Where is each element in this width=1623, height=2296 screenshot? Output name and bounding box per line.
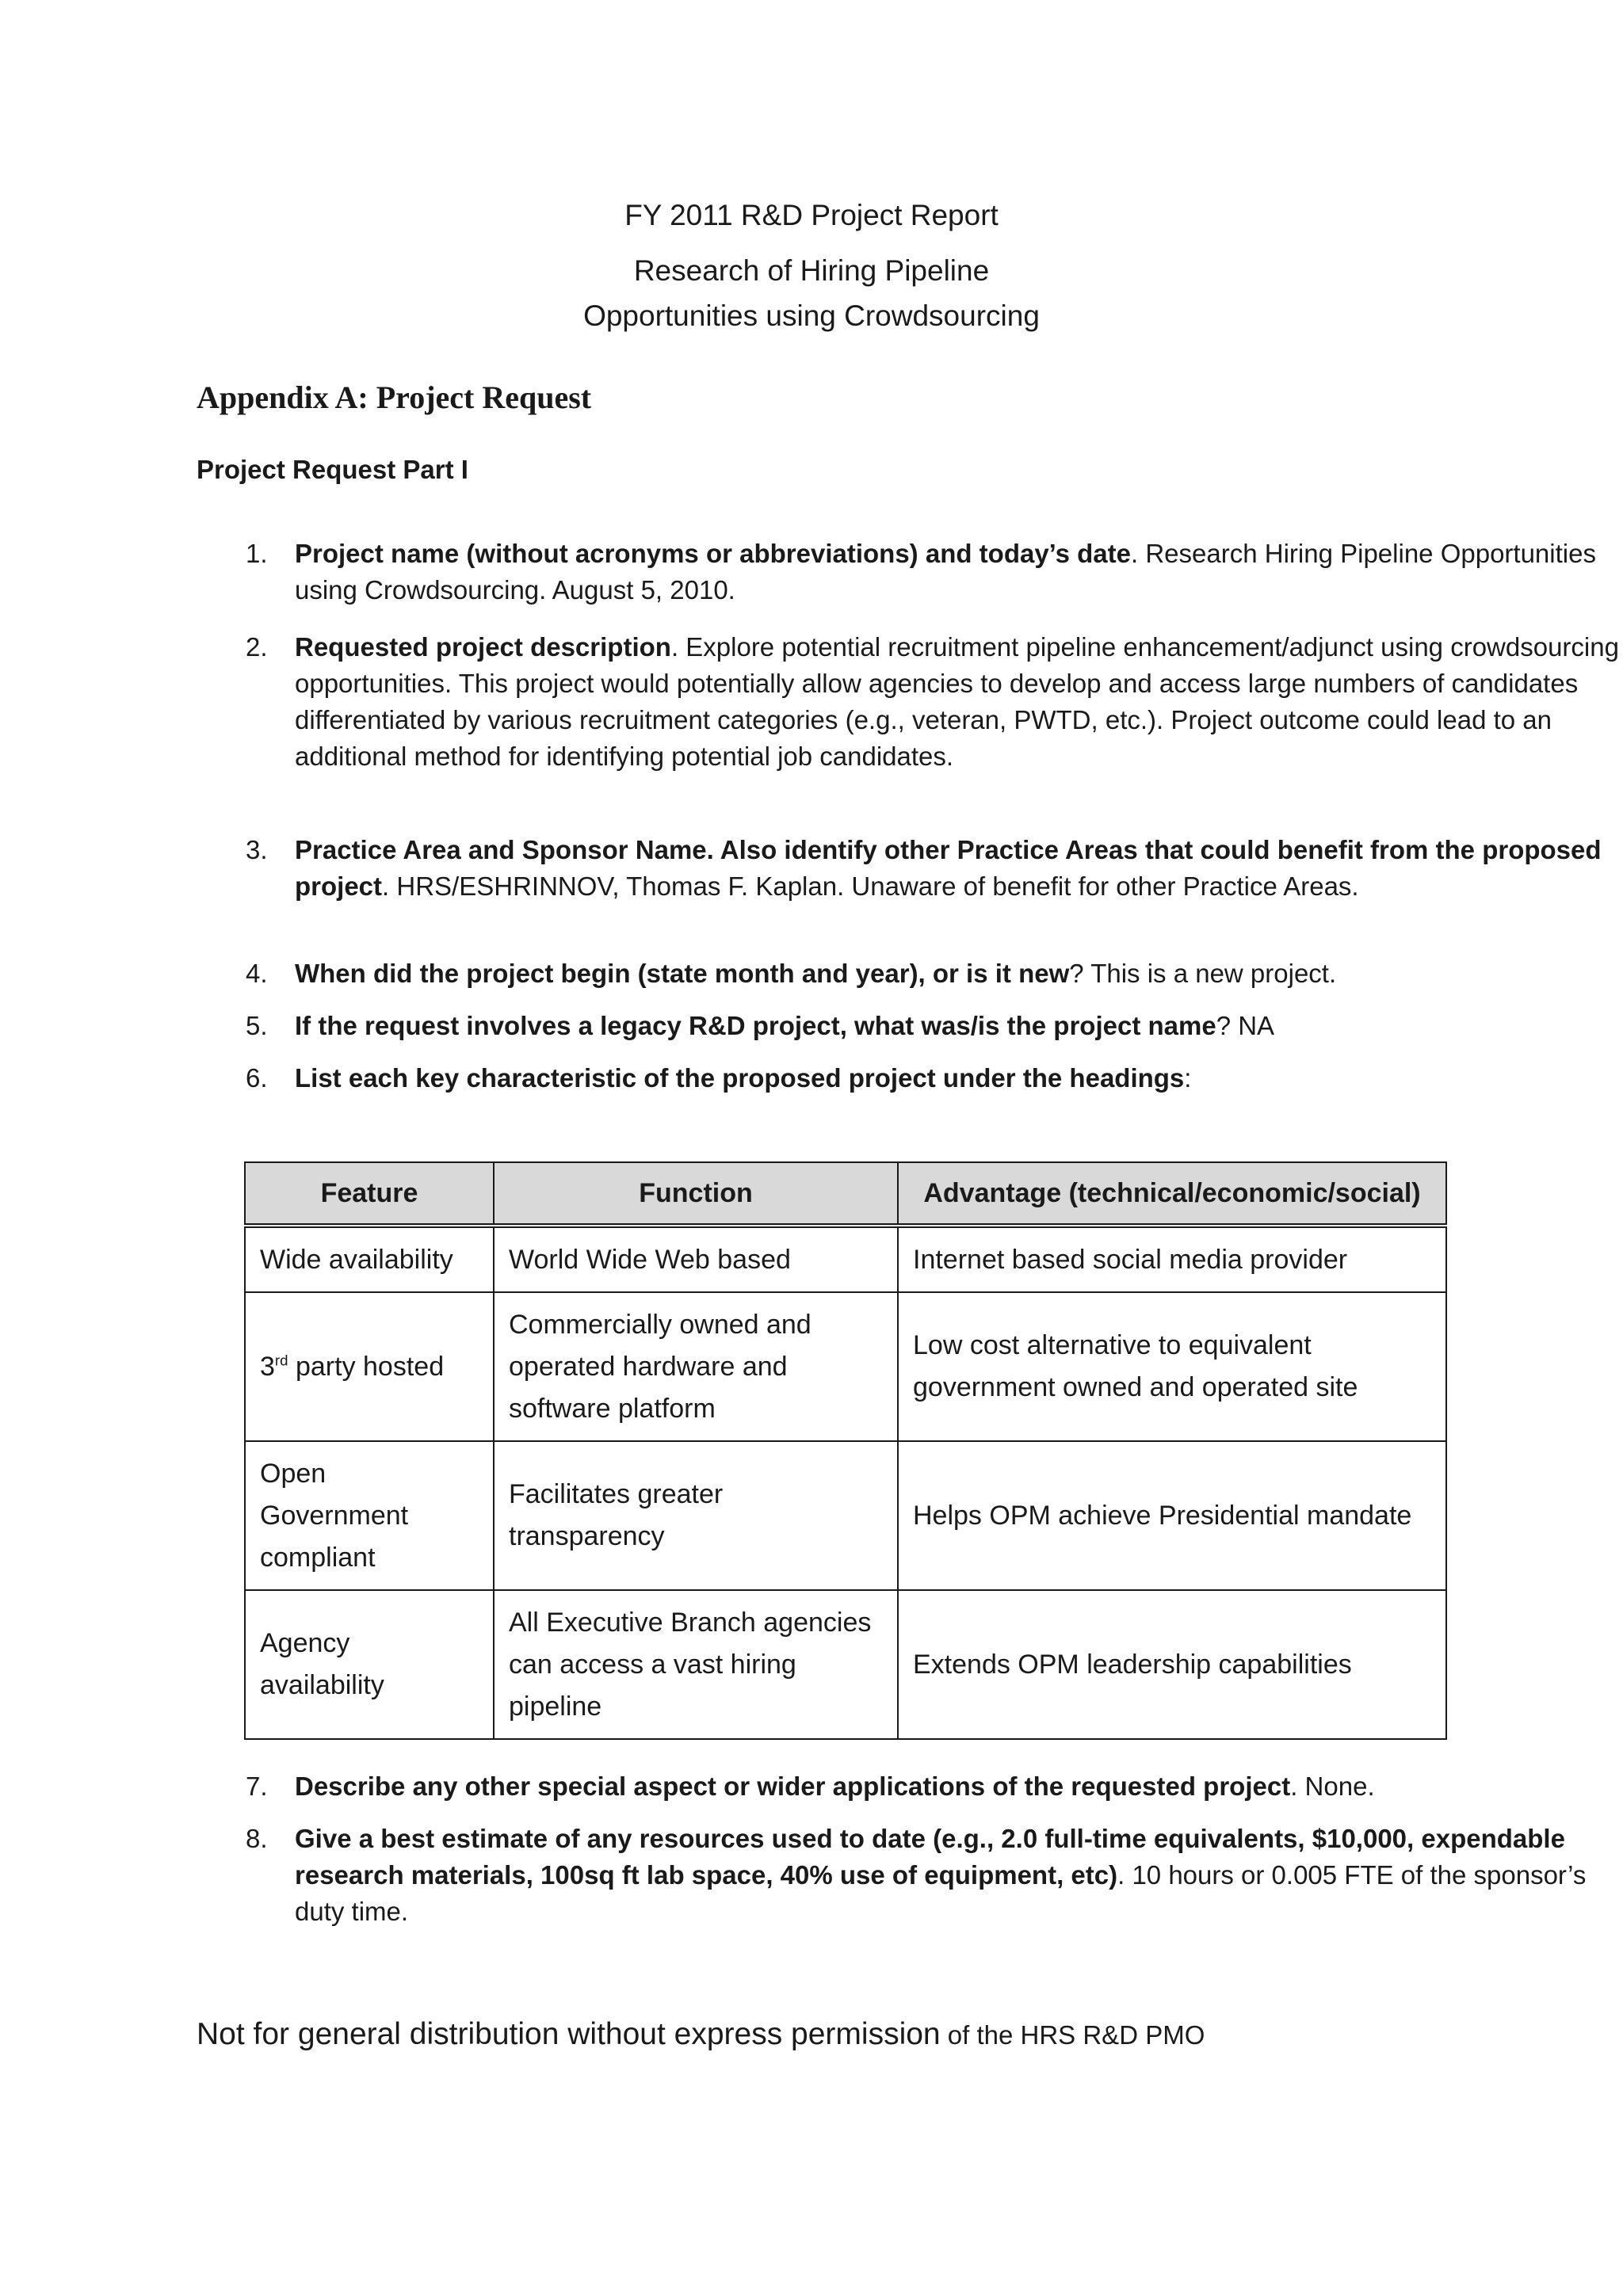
- item-answer: ? NA: [1216, 1011, 1275, 1040]
- item-answer: . Research Hiring Pipeline Opportunities using Crowdsourcing. August 5, 2010.: [295, 539, 1596, 605]
- item-number: 5.: [246, 1011, 268, 1040]
- advantage-cell: Helps OPM achieve Presidential mandate: [898, 1441, 1446, 1590]
- notice-main: Not for general distribution without express permission: [197, 2017, 941, 2051]
- list-item: [197, 536, 1596, 608]
- item-question: Project name (without acronyms or abbreviations) and today’s date: [295, 539, 1132, 568]
- item-number: 7.: [246, 1772, 268, 1801]
- advantage-cell: Low cost alternative to equivalent government owned and operated site: [898, 1292, 1446, 1441]
- distribution-notice: [197, 2017, 1205, 2052]
- table-row: [245, 1441, 1446, 1590]
- table-row: [245, 1590, 1446, 1739]
- part-heading: Project Request Part I: [197, 455, 468, 484]
- item-question: List each key characteristic of the proposed project under the headings: [295, 1063, 1185, 1093]
- item-question: Requested project description: [295, 632, 671, 662]
- table-row: [245, 1226, 1446, 1292]
- item-number: 1.: [246, 539, 268, 568]
- appendix-heading: Appendix A: Project Request: [197, 379, 592, 415]
- advantage-cell: Internet based social media provider: [898, 1226, 1446, 1292]
- report-title: FY 2011 R&D Project Report: [624, 199, 999, 231]
- feature-text: party hosted: [288, 1351, 445, 1382]
- list-item: [197, 955, 1433, 992]
- list-item: [197, 1821, 1587, 1930]
- item-question: Describe any other special aspect or wider applications of the requested project: [295, 1772, 1291, 1801]
- feature-ordinal-suffix: rd: [274, 1352, 288, 1369]
- function-cell: World Wide Web based: [494, 1226, 898, 1292]
- item-question: If the request involves a legacy R&D project, what was/is the project name: [295, 1011, 1216, 1040]
- feature-cell: [245, 1292, 494, 1441]
- item-question: Give a best estimate of any resources used to date (e.g., 2.0 full-time equivalents, $10,000, expendable research materials, 100sq ft lab space, 40% use of equipment, etc): [295, 1824, 1565, 1890]
- list-item: [197, 629, 1619, 775]
- item-number: 6.: [246, 1063, 268, 1093]
- function-cell: Commercially owned and operated hardware and software platform: [494, 1292, 898, 1441]
- list-item: [197, 1008, 1433, 1044]
- function-cell: All Executive Branch agencies can access a vast hiring pipeline: [494, 1590, 898, 1739]
- report-subtitle-line2: Opportunities using Crowdsourcing: [583, 299, 1040, 332]
- item-answer: :: [1184, 1063, 1192, 1093]
- item-number: 3.: [246, 835, 268, 864]
- item-question: Practice Area and Sponsor Name. Also identify other Practice Areas that could benefit from the proposed project: [295, 835, 1602, 901]
- feature-cell: Agency availability: [245, 1590, 494, 1739]
- notice-tail: of the HRS R&D PMO: [940, 2020, 1205, 2050]
- item-number: 4.: [246, 959, 268, 988]
- table-header-row: [245, 1162, 1446, 1226]
- features-table: [244, 1161, 1447, 1740]
- list-item: [197, 832, 1602, 905]
- report-subtitle-line1: Research of Hiring Pipeline: [633, 254, 990, 287]
- column-header-advantage: Advantage (technical/economic/social): [898, 1162, 1446, 1226]
- column-header-feature: Feature: [245, 1162, 494, 1226]
- function-cell: Facilitates greater transparency: [494, 1441, 898, 1590]
- item-answer: ? This is a new project.: [1069, 959, 1337, 988]
- item-number: 8.: [246, 1824, 268, 1853]
- table-row: [245, 1292, 1446, 1441]
- column-header-function: Function: [494, 1162, 898, 1226]
- feature-cell: Open Government compliant: [245, 1441, 494, 1590]
- item-answer: . Explore potential recruitment pipeline enhancement/adjunct using crowdsourcing opportunities. This project would potentially allow agencies to develop and access large numbers of candidates differentiated by various recruitment categories (e.g., veteran, PWTD, etc.). Project outcome could lead to an additional method for identifying potential job candidates.: [295, 632, 1619, 771]
- feature-cell: Wide availability: [245, 1226, 494, 1292]
- item-number: 2.: [246, 632, 268, 662]
- item-answer: . 10 hours or 0.005 FTE of the sponsor’s duty time.: [295, 1860, 1587, 1926]
- feature-ordinal: 3: [260, 1351, 275, 1382]
- advantage-cell: Extends OPM leadership capabilities: [898, 1590, 1446, 1739]
- list-item: [197, 1060, 1433, 1097]
- list-item: [197, 1768, 1433, 1805]
- item-answer: . None.: [1290, 1772, 1375, 1801]
- item-question: When did the project begin (state month and year), or is it new: [295, 959, 1070, 988]
- item-answer: . HRS/ESHRINNOV, Thomas F. Kaplan. Unaware of benefit for other Practice Areas.: [382, 871, 1359, 901]
